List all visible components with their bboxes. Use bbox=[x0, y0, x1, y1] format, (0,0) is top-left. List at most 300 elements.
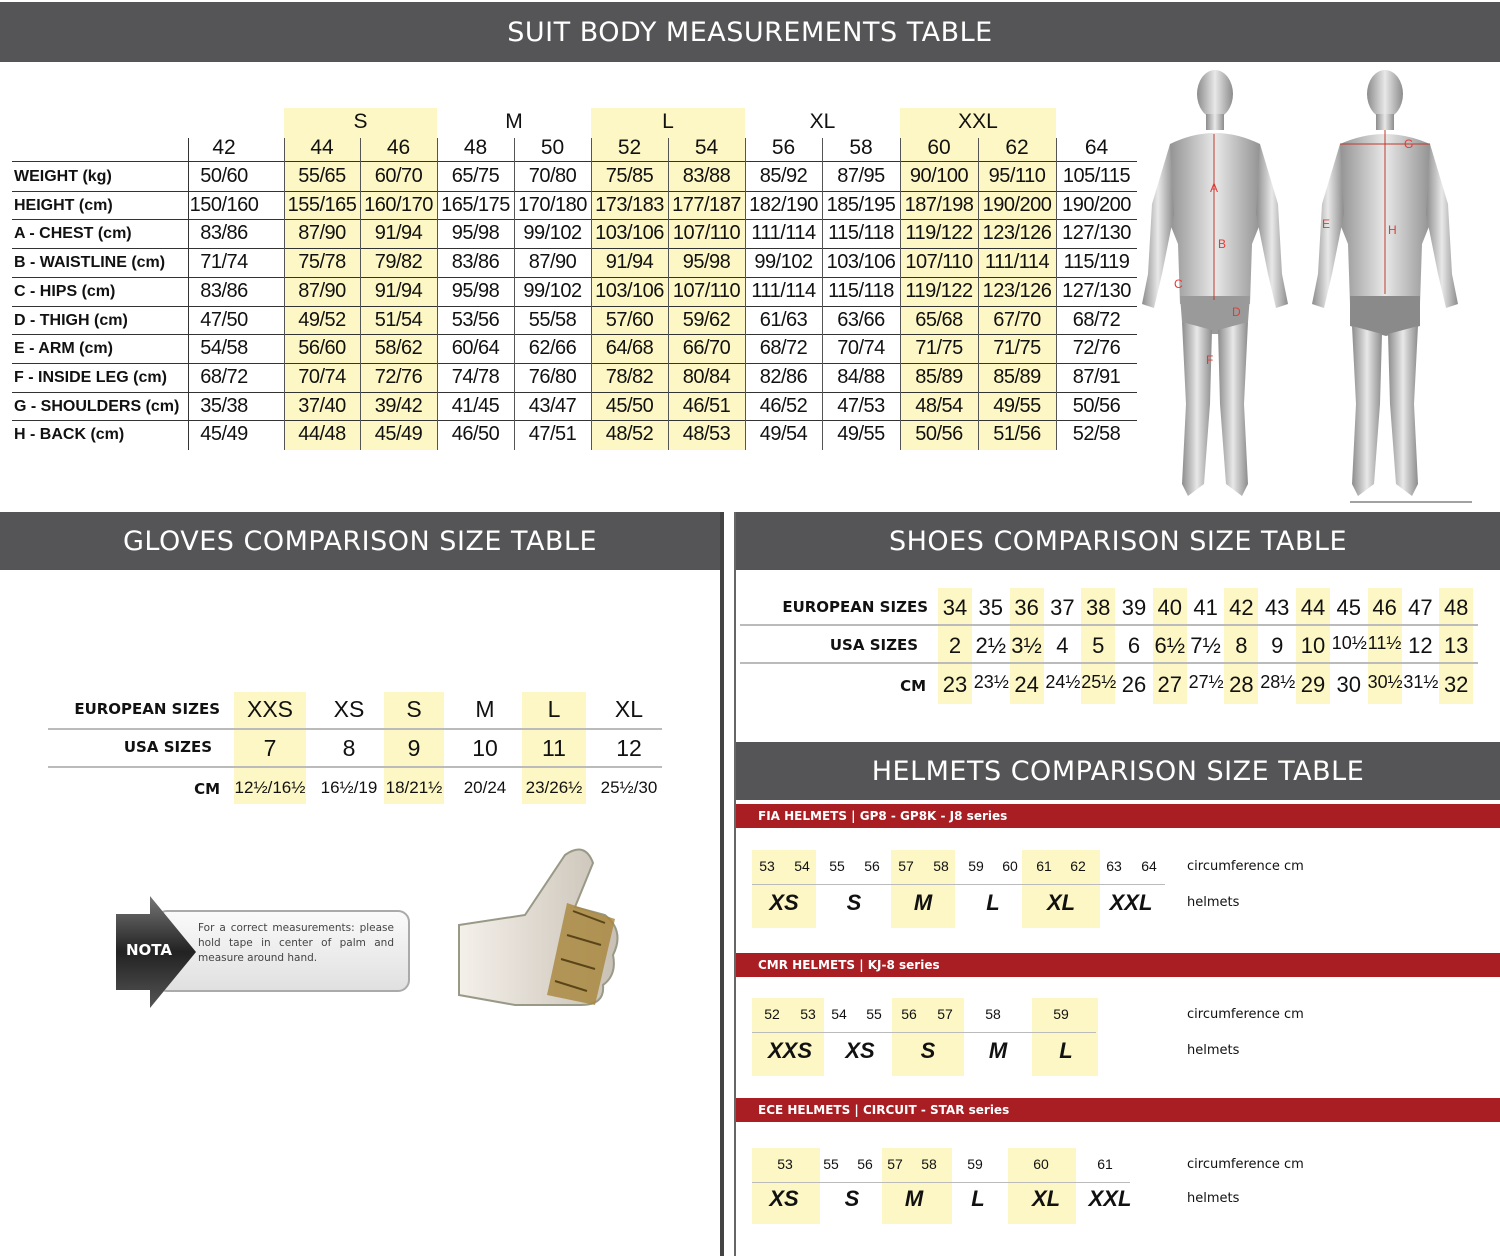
row-divider bbox=[740, 624, 1478, 626]
column-divider bbox=[978, 138, 979, 450]
measurement-value: 70/74 bbox=[837, 337, 885, 360]
measurement-value: 111/114 bbox=[751, 279, 816, 302]
row-label: USA SIZES bbox=[829, 636, 918, 654]
measurement-label: G - SHOULDERS (cm) bbox=[14, 397, 180, 415]
fia-helmet-size: XL bbox=[1046, 890, 1076, 915]
cmr-circumference: 55 bbox=[866, 1006, 882, 1022]
cm-size: 24 bbox=[1014, 672, 1039, 697]
european-size: 39 bbox=[1121, 595, 1147, 620]
measurement-value: 59/62 bbox=[682, 308, 731, 331]
mark-g: G bbox=[1404, 137, 1414, 151]
measurement-value: 87/95 bbox=[837, 165, 885, 187]
body-measurement-figure bbox=[1140, 64, 1490, 508]
measurement-value: 43/47 bbox=[528, 394, 577, 417]
measurement-label: A - CHEST (cm) bbox=[14, 225, 132, 243]
cmr-helmet-size: XS bbox=[845, 1038, 875, 1063]
measurement-value: 84/88 bbox=[837, 365, 885, 388]
measurement-value: 57/60 bbox=[605, 308, 654, 331]
size-number: 50 bbox=[540, 136, 565, 159]
size-number: 56 bbox=[771, 136, 796, 159]
suit-table-title: SUIT BODY MEASUREMENTS TABLE bbox=[0, 2, 1500, 62]
size-number: 62 bbox=[1005, 136, 1029, 159]
cm-size: 25½/30 bbox=[600, 778, 658, 797]
column-divider bbox=[900, 138, 901, 450]
ece-header-bar: ECE HELMETS | CIRCUIT - STAR series bbox=[736, 1098, 1500, 1122]
measurement-value: 127/130 bbox=[1062, 222, 1131, 245]
european-size: 45 bbox=[1336, 595, 1362, 620]
cm-size: 12½/16½ bbox=[234, 778, 306, 797]
measurement-value: 51/54 bbox=[374, 308, 423, 331]
fia-header-bar: FIA HELMETS | GP8 - GP8K - J8 series bbox=[736, 804, 1500, 828]
header-divider bbox=[12, 161, 1137, 162]
measurement-value: 50/56 bbox=[915, 423, 963, 446]
nota-label: NOTA bbox=[126, 941, 172, 959]
size-number: 58 bbox=[849, 136, 873, 159]
usa-size: 10 bbox=[472, 735, 498, 761]
measurement-value: 155/165 bbox=[287, 193, 357, 216]
cm-size: 23/26½ bbox=[525, 778, 583, 797]
back-body-icon bbox=[1312, 70, 1472, 502]
ece-helmet-size: L bbox=[971, 1186, 985, 1211]
european-size: M bbox=[475, 696, 495, 722]
measurement-value: 185/195 bbox=[826, 193, 896, 216]
cmr-circumference: 57 bbox=[937, 1006, 953, 1022]
row-divider bbox=[12, 219, 1137, 220]
measurement-value: 107/110 bbox=[672, 222, 741, 245]
measurement-value: 46/52 bbox=[759, 394, 808, 417]
measurement-value: 160/170 bbox=[364, 193, 433, 216]
ece-helmet-size: XS bbox=[769, 1186, 799, 1211]
mark-h: H bbox=[1388, 223, 1397, 237]
column-divider bbox=[822, 138, 823, 450]
size-group-label: S bbox=[353, 110, 368, 133]
measurement-value: 87/90 bbox=[528, 251, 577, 274]
ece-helmet-size: XXL bbox=[1088, 1186, 1132, 1211]
fia-helmet-size: XS bbox=[769, 890, 799, 915]
measurement-value: 52/58 bbox=[1072, 423, 1121, 446]
measurement-value: 80/84 bbox=[682, 365, 731, 388]
measurement-value: 187/198 bbox=[904, 193, 974, 216]
row-divider bbox=[12, 334, 1137, 335]
measurement-value: 75/85 bbox=[605, 165, 654, 187]
measurement-value: 111/114 bbox=[751, 222, 816, 245]
measurement-value: 115/118 bbox=[828, 222, 894, 245]
european-size: 46 bbox=[1372, 595, 1397, 620]
vertical-divider-thin bbox=[734, 512, 736, 1256]
measurement-value: 39/42 bbox=[374, 394, 423, 417]
measurement-value: 70/74 bbox=[298, 365, 346, 388]
usa-size: 10½ bbox=[1331, 633, 1367, 653]
usa-size: 3½ bbox=[1011, 633, 1042, 658]
measurement-value: 44/48 bbox=[298, 423, 346, 446]
measurement-value: 107/110 bbox=[672, 279, 741, 302]
fia-circumference: 59 bbox=[968, 858, 984, 874]
usa-size: 12 bbox=[616, 735, 642, 761]
front-body-icon bbox=[1142, 70, 1288, 496]
european-size: L bbox=[547, 696, 561, 722]
measurement-label: B - WAISTLINE (cm) bbox=[14, 254, 166, 272]
ece-circumference: 57 bbox=[887, 1156, 903, 1172]
measurement-label: F - INSIDE LEG (cm) bbox=[14, 368, 167, 386]
cm-size: 29 bbox=[1300, 672, 1326, 697]
usa-size: 11 bbox=[542, 735, 566, 761]
row-divider bbox=[752, 884, 1165, 885]
usa-size: 10 bbox=[1300, 633, 1326, 658]
cmr-helmet-size: M bbox=[988, 1038, 1008, 1063]
row-divider bbox=[12, 248, 1137, 249]
measurement-value: 47/53 bbox=[837, 394, 885, 417]
cmr-header-bar: CMR HELMETS | KJ-8 series bbox=[736, 953, 1500, 977]
usa-size: 9 bbox=[407, 735, 421, 761]
european-size: XXS bbox=[246, 696, 294, 722]
mark-f: F bbox=[1206, 353, 1214, 367]
gloves-table-title: GLOVES COMPARISON SIZE TABLE bbox=[0, 512, 720, 570]
measurement-value: 68/72 bbox=[200, 365, 248, 388]
measurement-value: 95/98 bbox=[451, 279, 500, 302]
size-group-label: XL bbox=[809, 110, 836, 133]
european-size: 41 bbox=[1193, 595, 1218, 620]
measurement-value: 78/82 bbox=[605, 365, 654, 388]
column-divider bbox=[745, 138, 746, 450]
measurement-value: 60/64 bbox=[451, 337, 500, 360]
measurement-value: 37/40 bbox=[298, 394, 346, 417]
ece-circumference-label: circumference cm bbox=[1187, 1157, 1304, 1172]
measurement-value: 71/74 bbox=[200, 251, 248, 274]
fia-helmet-size: M bbox=[913, 890, 933, 915]
measurement-value: 95/110 bbox=[988, 165, 1046, 187]
measurement-value: 71/75 bbox=[915, 337, 963, 360]
measurement-value: 76/80 bbox=[528, 365, 577, 388]
measurement-value: 170/180 bbox=[518, 193, 587, 216]
column-divider bbox=[437, 138, 438, 450]
european-size: 43 bbox=[1264, 595, 1290, 620]
measurement-value: 46/51 bbox=[682, 394, 731, 417]
mark-e: E bbox=[1322, 217, 1331, 231]
measurement-value: 173/183 bbox=[595, 193, 664, 216]
size-group-label: M bbox=[505, 110, 523, 133]
measurement-value: 46/50 bbox=[451, 423, 500, 446]
measurement-value: 190/200 bbox=[982, 193, 1052, 216]
measurement-value: 62/66 bbox=[528, 337, 577, 360]
measurement-value: 103/106 bbox=[595, 279, 664, 302]
measurement-value: 51/56 bbox=[993, 423, 1041, 446]
measurement-value: 67/70 bbox=[993, 308, 1041, 331]
measurement-value: 45/49 bbox=[200, 423, 248, 446]
measurement-value: 68/72 bbox=[759, 337, 808, 360]
measurement-value: 119/122 bbox=[905, 279, 973, 302]
european-size: 38 bbox=[1085, 595, 1111, 620]
fia-helmets-label: helmets bbox=[1187, 895, 1240, 910]
measurement-value: 83/86 bbox=[200, 222, 248, 245]
cm-size: 28½ bbox=[1260, 672, 1296, 692]
measurement-value: 91/94 bbox=[374, 279, 423, 302]
measurement-value: 45/50 bbox=[605, 394, 654, 417]
measurement-value: 82/86 bbox=[759, 365, 808, 388]
usa-size: 8 bbox=[1235, 633, 1248, 658]
ece-circumference: 61 bbox=[1097, 1156, 1113, 1172]
usa-size: 6 bbox=[1127, 633, 1141, 658]
cmr-helmet-size: L bbox=[1059, 1038, 1073, 1063]
measurement-value: 70/80 bbox=[528, 165, 577, 187]
european-size: 42 bbox=[1229, 595, 1254, 620]
usa-size: 11½ bbox=[1367, 633, 1402, 653]
measurement-value: 85/89 bbox=[915, 365, 963, 388]
fia-circumference: 58 bbox=[933, 858, 949, 874]
measurement-value: 99/102 bbox=[523, 222, 582, 245]
measurement-value: 79/82 bbox=[374, 251, 423, 274]
fia-helmet-size: XXL bbox=[1109, 890, 1153, 915]
size-number: 60 bbox=[927, 136, 951, 159]
row-divider bbox=[12, 306, 1137, 307]
row-divider bbox=[752, 1182, 1130, 1183]
ece-circumference: 55 bbox=[823, 1156, 839, 1172]
fia-circumference: 57 bbox=[898, 858, 914, 874]
fia-circumference: 54 bbox=[794, 858, 810, 874]
fia-circumference: 64 bbox=[1141, 858, 1157, 874]
cmr-helmets-label: helmets bbox=[1187, 1043, 1240, 1058]
measurement-value: 56/60 bbox=[298, 337, 346, 360]
european-size: XS bbox=[333, 696, 365, 722]
measurement-label: H - BACK (cm) bbox=[14, 426, 125, 444]
european-size: 37 bbox=[1050, 595, 1075, 620]
ece-circumference: 53 bbox=[777, 1156, 793, 1172]
row-label: EUROPEAN SIZES bbox=[74, 700, 220, 718]
measurement-value: 71/75 bbox=[993, 337, 1041, 360]
european-size: 44 bbox=[1300, 595, 1326, 620]
measurement-value: 64/68 bbox=[605, 337, 654, 360]
measurement-value: 90/100 bbox=[909, 165, 969, 187]
measurement-value: 127/130 bbox=[1062, 279, 1131, 302]
measurement-value: 99/102 bbox=[523, 279, 582, 302]
measurement-value: 103/106 bbox=[826, 251, 896, 274]
size-number: 54 bbox=[694, 136, 719, 159]
measurement-value: 119/122 bbox=[905, 222, 973, 245]
cm-size: 18/21½ bbox=[385, 778, 443, 797]
cmr-circumference: 59 bbox=[1053, 1006, 1069, 1022]
measurement-value: 105/115 bbox=[1062, 165, 1131, 187]
cm-size: 23½ bbox=[973, 672, 1009, 692]
size-number: 64 bbox=[1084, 136, 1109, 159]
measurement-value: 83/88 bbox=[682, 165, 731, 187]
measurement-value: 47/50 bbox=[200, 308, 248, 331]
usa-size: 4 bbox=[1056, 633, 1069, 658]
fia-circumference-label: circumference cm bbox=[1187, 859, 1304, 874]
ece-helmet-size: S bbox=[844, 1186, 860, 1211]
measurement-value: 115/118 bbox=[828, 279, 894, 302]
measurement-value: 123/126 bbox=[982, 279, 1052, 302]
measurement-value: 87/91 bbox=[1072, 365, 1121, 388]
measurement-value: 49/52 bbox=[298, 308, 346, 331]
cm-size: 26 bbox=[1121, 672, 1147, 697]
measurement-value: 65/68 bbox=[915, 308, 963, 331]
measurement-value: 68/72 bbox=[1072, 308, 1121, 331]
european-size: 36 bbox=[1014, 595, 1039, 620]
ece-circumference: 59 bbox=[967, 1156, 983, 1172]
fia-circumference: 53 bbox=[759, 858, 775, 874]
cm-size: 30½ bbox=[1367, 672, 1403, 692]
cmr-circumference: 54 bbox=[831, 1006, 847, 1022]
measurement-value: 66/70 bbox=[682, 337, 731, 360]
row-divider bbox=[752, 1032, 1096, 1033]
usa-size: 5 bbox=[1092, 633, 1105, 658]
measurement-value: 91/94 bbox=[374, 222, 423, 245]
cm-size: 28 bbox=[1229, 672, 1254, 697]
measurement-value: 55/58 bbox=[528, 308, 577, 331]
cm-size: 20/24 bbox=[463, 778, 507, 797]
cmr-circumference: 52 bbox=[764, 1006, 780, 1022]
measurement-value: 190/200 bbox=[1062, 193, 1131, 216]
usa-size: 12 bbox=[1408, 633, 1433, 658]
size-number: 48 bbox=[463, 136, 488, 159]
size-number: 44 bbox=[310, 136, 334, 159]
measurement-value: 41/45 bbox=[451, 394, 500, 417]
row-label: CM bbox=[194, 780, 220, 798]
cm-size: 30 bbox=[1336, 672, 1362, 697]
row-label: USA SIZES bbox=[123, 738, 212, 756]
measurement-value: 50/56 bbox=[1072, 394, 1121, 417]
european-size: 40 bbox=[1157, 595, 1183, 620]
measurement-value: 85/89 bbox=[993, 365, 1041, 388]
ece-helmets-label: helmets bbox=[1187, 1191, 1240, 1206]
european-size: 35 bbox=[978, 595, 1004, 620]
column-divider bbox=[360, 138, 361, 450]
fia-circumference: 56 bbox=[864, 858, 880, 874]
column-divider bbox=[284, 138, 285, 450]
measurement-value: 75/78 bbox=[298, 251, 346, 274]
cm-size: 32 bbox=[1443, 672, 1469, 697]
measurement-label: HEIGHT (cm) bbox=[14, 196, 113, 214]
row-divider bbox=[740, 662, 1478, 664]
measurement-value: 45/49 bbox=[374, 423, 423, 446]
ece-helmet-size: XL bbox=[1031, 1186, 1061, 1211]
nota-text: For a correct measurements: please hold tape in center of palm and measure around hand. bbox=[198, 922, 394, 964]
mark-d: D bbox=[1232, 305, 1241, 319]
row-divider bbox=[48, 766, 662, 768]
row-divider bbox=[12, 277, 1137, 278]
european-size: 48 bbox=[1443, 595, 1469, 620]
cm-size: 25½ bbox=[1081, 672, 1117, 692]
usa-size: 7½ bbox=[1190, 633, 1221, 658]
cm-size: 27½ bbox=[1188, 672, 1224, 692]
usa-size: 2½ bbox=[975, 633, 1007, 658]
fia-circumference: 62 bbox=[1070, 858, 1086, 874]
usa-size: 7 bbox=[263, 735, 277, 761]
fia-circumference: 55 bbox=[829, 858, 845, 874]
usa-size: 9 bbox=[1271, 633, 1284, 658]
measurement-value: 177/187 bbox=[672, 193, 741, 216]
measurement-value: 49/55 bbox=[993, 394, 1041, 417]
european-size: 34 bbox=[942, 595, 968, 620]
measurement-value: 99/102 bbox=[754, 251, 813, 274]
column-divider bbox=[1056, 138, 1057, 450]
row-divider bbox=[12, 363, 1137, 364]
measurement-value: 58/62 bbox=[374, 337, 423, 360]
row-label: CM bbox=[900, 677, 926, 695]
measurement-value: 48/53 bbox=[682, 423, 731, 446]
mark-c: C bbox=[1174, 277, 1183, 291]
cmr-circumference: 53 bbox=[800, 1006, 816, 1022]
cmr-circumference: 58 bbox=[985, 1006, 1001, 1022]
fia-circumference: 63 bbox=[1106, 858, 1122, 874]
cm-size: 27 bbox=[1157, 672, 1183, 697]
measurement-value: 85/92 bbox=[759, 165, 808, 187]
measurement-value: 123/126 bbox=[982, 222, 1052, 245]
fia-helmet-size: L bbox=[986, 890, 1000, 915]
usa-size: 13 bbox=[1443, 633, 1469, 658]
measurement-value: 54/58 bbox=[200, 337, 248, 360]
measurement-value: 55/65 bbox=[298, 165, 346, 187]
cm-size: 24½ bbox=[1045, 672, 1081, 692]
measurement-value: 47/51 bbox=[528, 423, 577, 446]
measurement-value: 74/78 bbox=[451, 365, 500, 388]
measurement-value: 48/52 bbox=[605, 423, 654, 446]
measurement-value: 72/76 bbox=[374, 365, 423, 388]
european-size: XL bbox=[614, 696, 644, 722]
measurement-value: 49/54 bbox=[759, 423, 808, 446]
cmr-helmet-size: XXS bbox=[767, 1038, 813, 1063]
cmr-circumference-label: circumference cm bbox=[1187, 1007, 1304, 1022]
usa-size: 6½ bbox=[1154, 633, 1186, 658]
measurement-value: 60/70 bbox=[374, 165, 423, 187]
measurement-value: 50/60 bbox=[200, 165, 248, 187]
usa-size: 8 bbox=[342, 735, 356, 761]
measurement-value: 87/90 bbox=[298, 279, 346, 302]
row-divider bbox=[48, 728, 662, 730]
row-divider bbox=[12, 191, 1137, 192]
measurement-value: 95/98 bbox=[451, 222, 500, 245]
measurement-value: 103/106 bbox=[595, 222, 664, 245]
column-divider bbox=[514, 138, 515, 450]
fia-circumference: 60 bbox=[1002, 858, 1018, 874]
row-label: EUROPEAN SIZES bbox=[782, 598, 928, 616]
measurement-label: C - HIPS (cm) bbox=[14, 282, 116, 300]
measurement-value: 87/90 bbox=[298, 222, 346, 245]
measurement-value: 65/75 bbox=[451, 165, 500, 187]
measurement-value: 115/119 bbox=[1063, 251, 1130, 274]
cmr-circumference: 56 bbox=[901, 1006, 917, 1022]
label-column-divider bbox=[188, 138, 189, 450]
measurement-value: 91/94 bbox=[605, 251, 654, 274]
cm-size: 23 bbox=[942, 672, 968, 697]
measurement-label: D - THIGH (cm) bbox=[14, 311, 128, 329]
ece-circumference: 58 bbox=[921, 1156, 937, 1172]
measurement-value: 111/114 bbox=[984, 251, 1050, 274]
thumbs-up-measuring-icon bbox=[455, 845, 630, 1015]
size-number: 46 bbox=[386, 136, 411, 159]
cmr-helmet-size: S bbox=[920, 1038, 936, 1063]
cm-size: 31½ bbox=[1403, 672, 1439, 692]
cm-size: 16½/19 bbox=[320, 778, 378, 797]
measurement-value: 49/55 bbox=[837, 423, 885, 446]
size-group-label: XXL bbox=[958, 110, 998, 133]
row-divider bbox=[12, 420, 1137, 421]
measurement-value: 53/56 bbox=[451, 308, 500, 331]
measurement-value: 95/98 bbox=[682, 251, 731, 274]
mark-b: B bbox=[1218, 237, 1227, 251]
mark-a: A bbox=[1210, 181, 1219, 195]
measurement-value: 83/86 bbox=[200, 279, 248, 302]
fia-circumference: 61 bbox=[1036, 858, 1052, 874]
measurement-label: E - ARM (cm) bbox=[14, 340, 113, 358]
measurement-value: 35/38 bbox=[200, 394, 248, 417]
suit-measurements-table bbox=[12, 108, 1137, 450]
ece-circumference: 60 bbox=[1033, 1156, 1049, 1172]
measurement-value: 107/110 bbox=[905, 251, 973, 274]
ece-circumference: 56 bbox=[857, 1156, 873, 1172]
vertical-divider bbox=[720, 512, 724, 1256]
european-size: S bbox=[406, 696, 422, 722]
shoes-table-title: SHOES COMPARISON SIZE TABLE bbox=[736, 512, 1500, 570]
